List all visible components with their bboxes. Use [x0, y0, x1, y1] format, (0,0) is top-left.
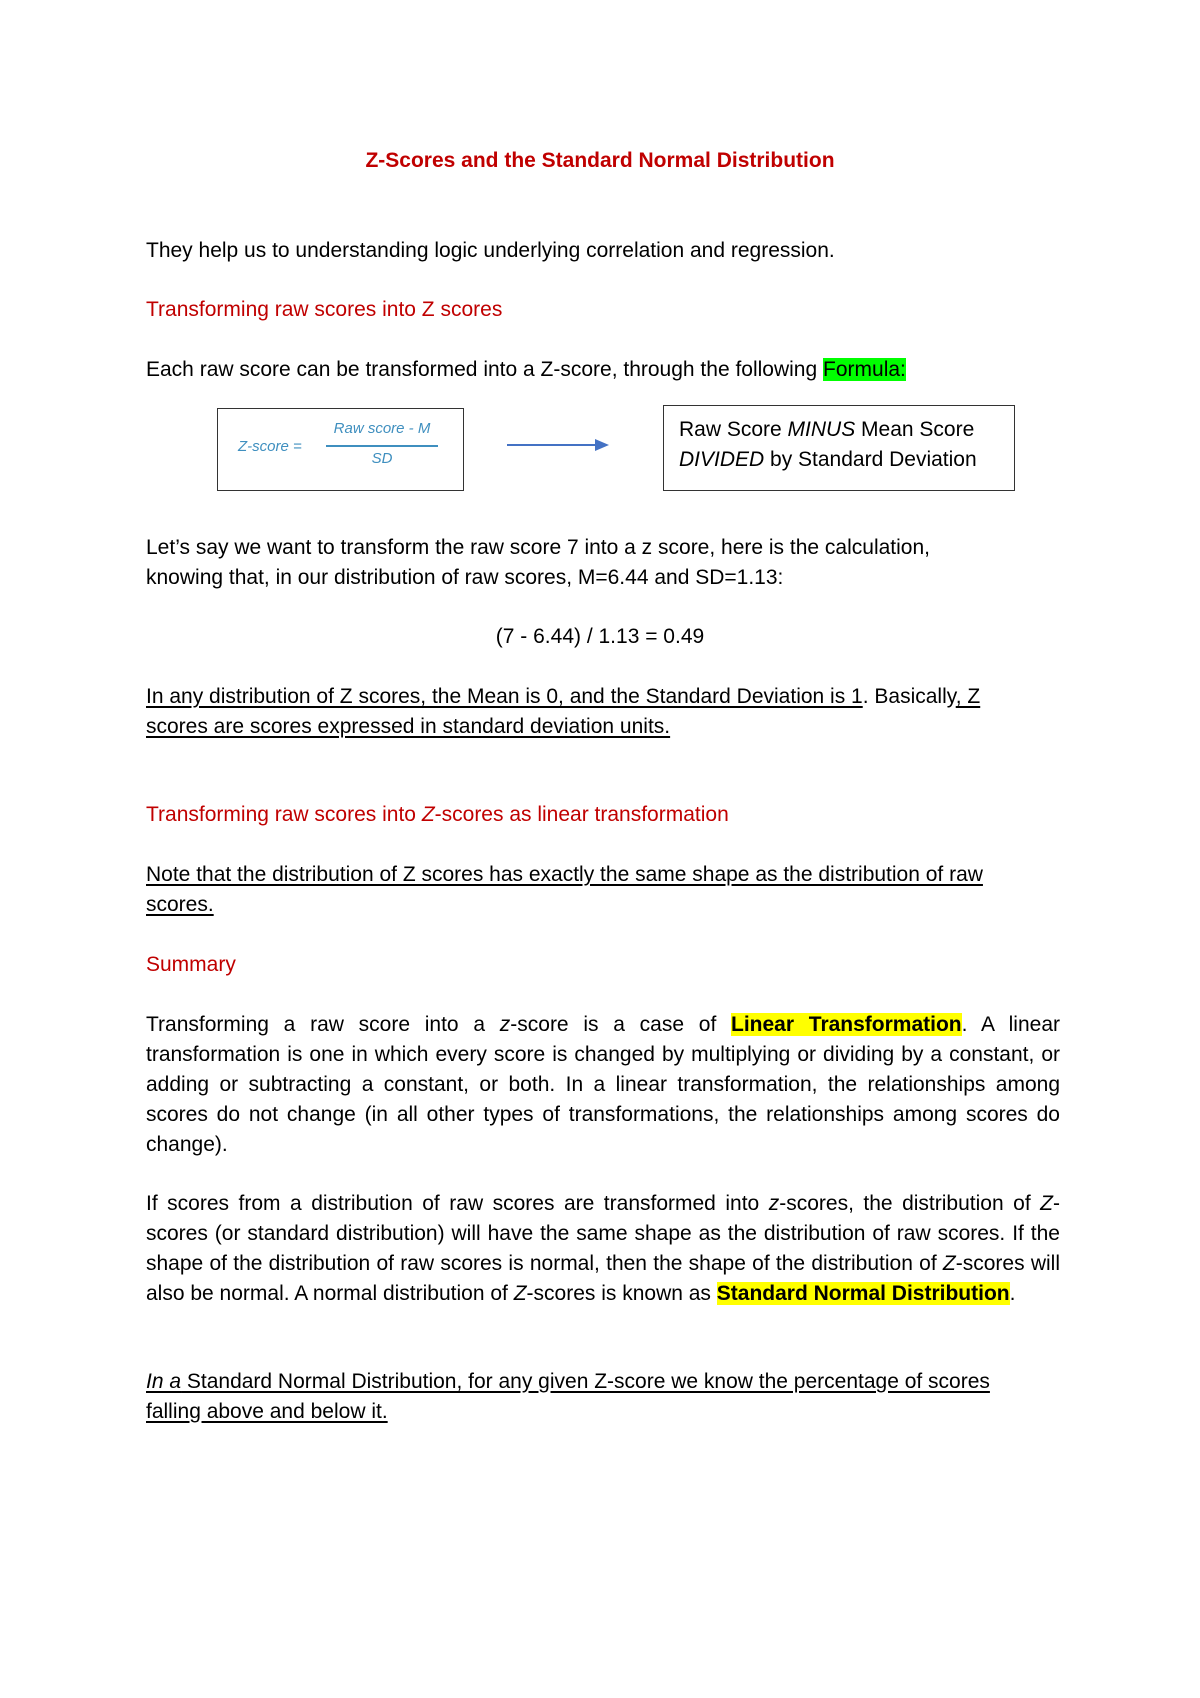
zdist-line-1 [146, 682, 980, 712]
zdist-basically: . Basically [862, 685, 956, 708]
explain-text: Raw Score [679, 418, 788, 441]
p2-text: -scores is known as [526, 1282, 717, 1305]
formula-intro-line [146, 355, 906, 385]
zdist-line-2: scores are scores expressed in standard deviation units. [146, 715, 671, 738]
formula-box [217, 408, 464, 491]
p3-text: Standard Normal Distribution, for any given Z-score we know the percentage of scores [181, 1370, 990, 1393]
p1-text: -score is a case of [510, 1013, 732, 1036]
p2-z: Z [942, 1252, 956, 1275]
note-line-1: Note that the distribution of Z scores has exactly the same shape as the distribution of raw [146, 863, 983, 886]
standard-normal-highlight: Standard Normal Distribution [716, 1282, 1010, 1305]
note-line-2: scores. [146, 893, 214, 916]
p2-z: z [768, 1192, 780, 1215]
p1-text: . A linear transformation is one in which every score is changed by multiplying or dividing by a constant, or adding or subtracting a constant, or both. In a linear transformation, the relationships among scores do not change (in all other types of transformations, the relationships among scores do change). [146, 1013, 1061, 1156]
explain-text: by Standard Deviation [764, 448, 977, 471]
formula-denominator: SD [371, 450, 393, 467]
formula-numerator: Raw score - M [333, 420, 431, 437]
heading-z: Z [421, 803, 435, 826]
formula-highlight: Formula: [823, 358, 906, 381]
summary-paragraph-2 [146, 1189, 1060, 1309]
explain-line-1 [679, 415, 974, 445]
heading-part: -scores as linear transformation [434, 803, 729, 826]
example-line-1: Let’s say we want to transform the raw score 7 into a z score, here is the calculation, [146, 536, 930, 559]
fraction-bar [326, 445, 438, 447]
explain-text: Mean Score [855, 418, 975, 441]
formula-lhs: Z-score = [238, 438, 302, 455]
explain-minus: MINUS [787, 418, 856, 441]
section-heading-raw-to-z: Transforming raw scores into Z scores [146, 298, 503, 321]
explain-divided: DIVIDED [679, 448, 765, 471]
intro-text: They help us to understanding logic underlying correlation and regression. [146, 239, 835, 262]
explain-line-2 [679, 445, 977, 475]
explanation-box [663, 405, 1015, 491]
p2-text: -scores (or standard distribution) will have the same shape as the distribution of raw scores. If the shape of the distribution of raw scores is normal, then the shape of the distribution of [146, 1192, 1060, 1275]
linear-transformation-highlight: Linear Transformation [731, 1013, 962, 1036]
formula-intro-text: Each raw score can be transformed into a Z-score, through the following [146, 358, 824, 381]
calculation: (7 - 6.44) / 1.13 = 0.49 [495, 625, 705, 648]
zdist-statement: In any distribution of Z scores, the Mean is 0, and the Standard Deviation is 1 [146, 685, 863, 708]
p2-z: Z [513, 1282, 527, 1305]
p2-text: If scores from a distribution of raw scores are transformed into [146, 1192, 769, 1215]
summary-paragraph-1 [146, 1010, 1060, 1160]
page-title: Z-Scores and the Standard Normal Distribution [365, 149, 835, 172]
arrow-right-icon [505, 436, 611, 454]
summary-heading: Summary [146, 953, 236, 976]
p2-text: . [1009, 1282, 1016, 1305]
example-line-2: knowing that, in our distribution of raw scores, M=6.44 and SD=1.13: [146, 566, 784, 589]
zdist-z: , Z [955, 685, 981, 708]
p2-text: -scores will also be normal. A normal distribution of [146, 1252, 1061, 1305]
p2-text: -scores, the distribution of [779, 1192, 1041, 1215]
heading-part: Transforming raw scores into [146, 803, 422, 826]
section-heading-linear [146, 800, 729, 830]
p2-z: Z [1040, 1192, 1053, 1215]
p3-in-a: In a [146, 1370, 182, 1393]
summary-line-3a [146, 1367, 990, 1397]
summary-line-3b: falling above and below it. [146, 1400, 388, 1423]
p1-text: Transforming a raw score into a [146, 1013, 500, 1036]
p1-z: z [499, 1013, 511, 1036]
